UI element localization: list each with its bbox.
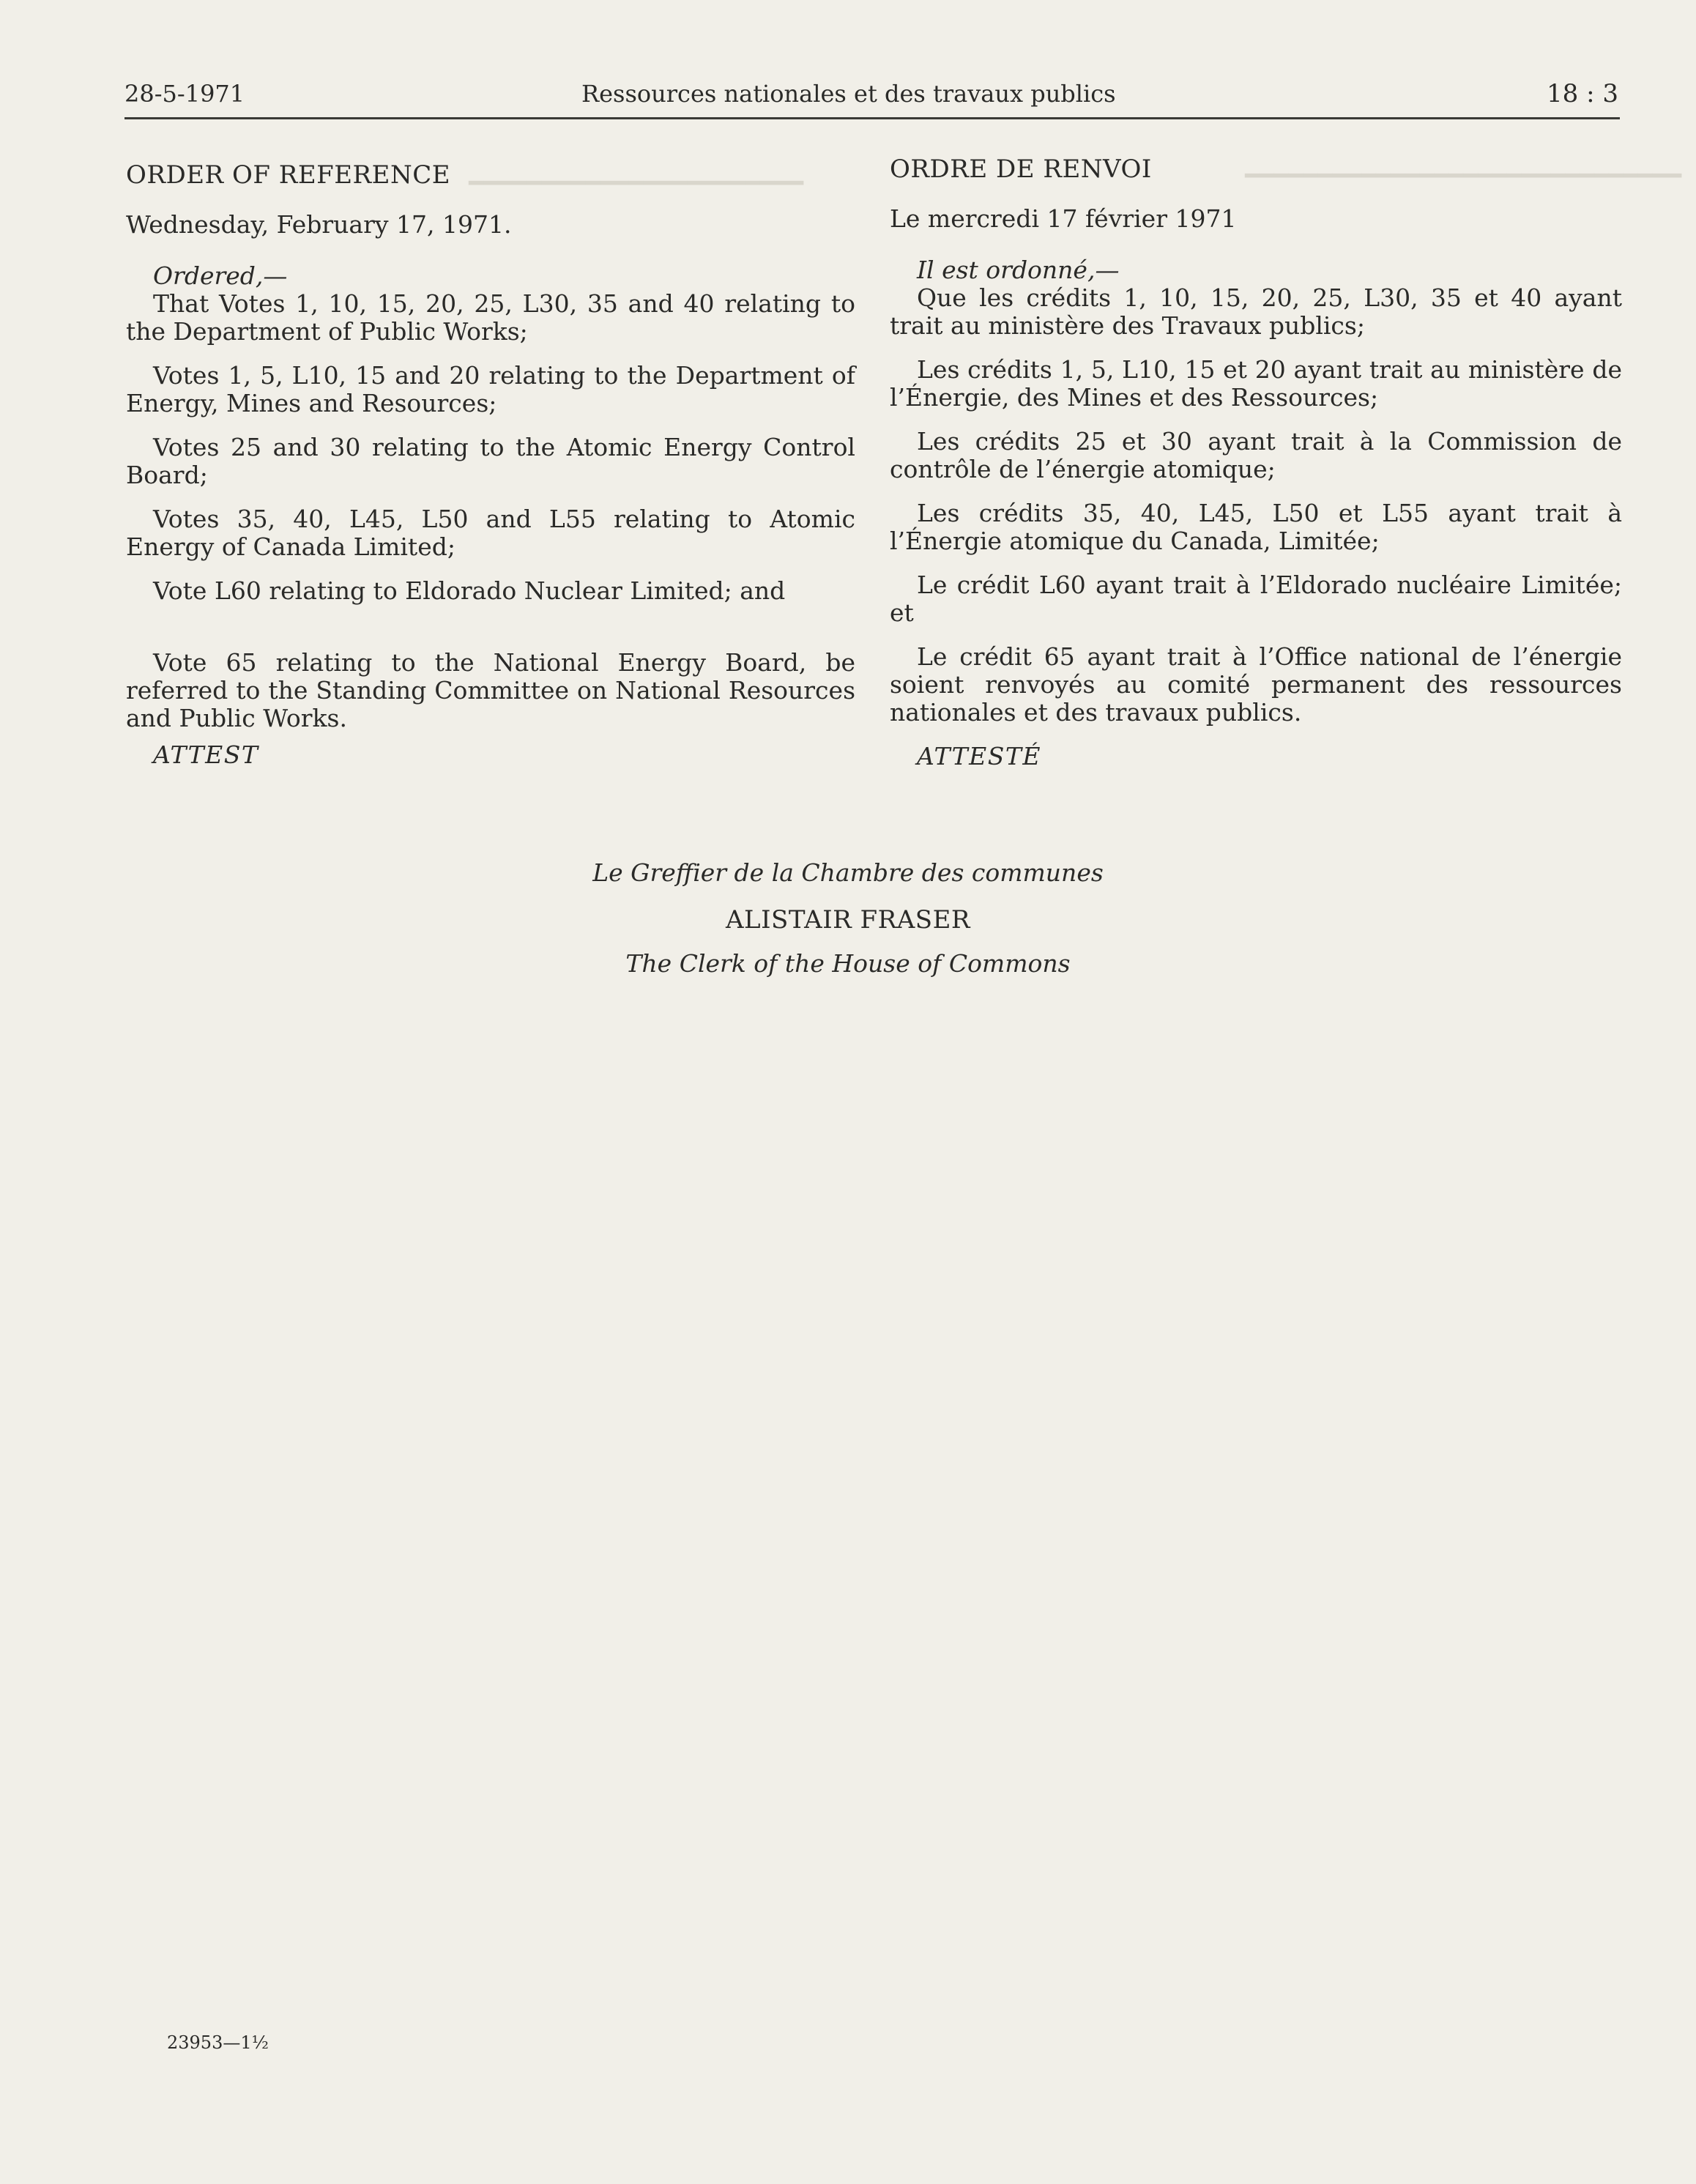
order-of-reference-heading: ORDER OF REFERENCE <box>126 160 451 190</box>
french-paragraph: Les crédits 25 et 30 ayant trait à la Commission de contrôle de l’énergie atomique; <box>890 427 1622 483</box>
english-paragraph: That Votes 1, 10, 15, 20, 25, L30, 35 and 40 relating to the Department of Public Works; <box>126 289 855 346</box>
clerk-title-french: Le Greffier de la Chambre des communes <box>592 858 1104 887</box>
clerk-title-english: The Clerk of the House of Commons <box>625 949 1071 978</box>
french-paragraph: Les crédits 1, 5, L10, 15 et 20 ayant trait au ministère de l’Énergie, des Mines et des Ressources; <box>890 355 1622 412</box>
french-date: Le mercredi 17 février 1971 <box>890 204 1237 233</box>
english-paragraph: Votes 1, 5, L10, 15 and 20 relating to the Department of Energy, Mines and Resources; <box>126 361 855 417</box>
clerk-name: ALISTAIR FRASER <box>725 905 971 935</box>
header-date: 28-5-1971 <box>124 80 245 108</box>
french-paragraph: Que les crédits 1, 10, 15, 20, 25, L30, 35 et 40 ayant trait au ministère des Travaux publics; <box>890 283 1622 340</box>
bleed-through-block: ━━━━━━━━━━━━━━━━━━━━━━━ <box>469 168 803 197</box>
bleed-through-block: ━━━━━━━━━━━━━━━━━━━━━━━━━━━━━━ <box>1245 161 1682 190</box>
header-title: Ressources nationales et des travaux publics <box>581 80 1116 108</box>
english-paragraph: Votes 35, 40, L45, L50 and L55 relating to Atomic Energy of Canada Limited; <box>126 505 855 561</box>
english-paragraph: Vote 65 relating to the National Energy Board, be referred to the Standing Committee on National Resources and Public Works. <box>126 648 855 732</box>
english-column <box>126 161 855 769</box>
english-paragraph: Votes 25 and 30 relating to the Atomic Energy Control Board; <box>126 433 855 489</box>
il-est-ordonne-label: Il est ordonné,— <box>917 256 1120 284</box>
english-paragraph: Vote L60 relating to Eldorado Nuclear Limited; and <box>153 576 786 605</box>
atteste-label: ATTESTÉ <box>917 742 1041 770</box>
english-date: Wednesday, February 17, 1971. <box>126 210 512 239</box>
print-code: 23953—1½ <box>167 2032 269 2053</box>
french-column <box>890 155 1622 770</box>
french-paragraph: Les crédits 35, 40, L45, L50 et L55 ayant trait à l’Énergie atomique du Canada, Limitée; <box>890 499 1622 555</box>
header-page-number: 18 : 3 <box>1547 79 1618 108</box>
ordered-label: Ordered,— <box>153 261 288 290</box>
french-paragraph: Le crédit L60 ayant trait à l’Eldorado nucléaire Limitée; et <box>890 571 1622 627</box>
french-paragraph: Le crédit 65 ayant trait à l’Office national de l’énergie soient renvoyés au comité permanent des ressources nationales et des travaux publics. <box>890 642 1622 727</box>
ordre-de-renvoi-heading: ORDRE DE RENVOI <box>890 155 1152 184</box>
attest-label: ATTEST <box>153 740 259 769</box>
header-rule <box>124 117 1620 119</box>
